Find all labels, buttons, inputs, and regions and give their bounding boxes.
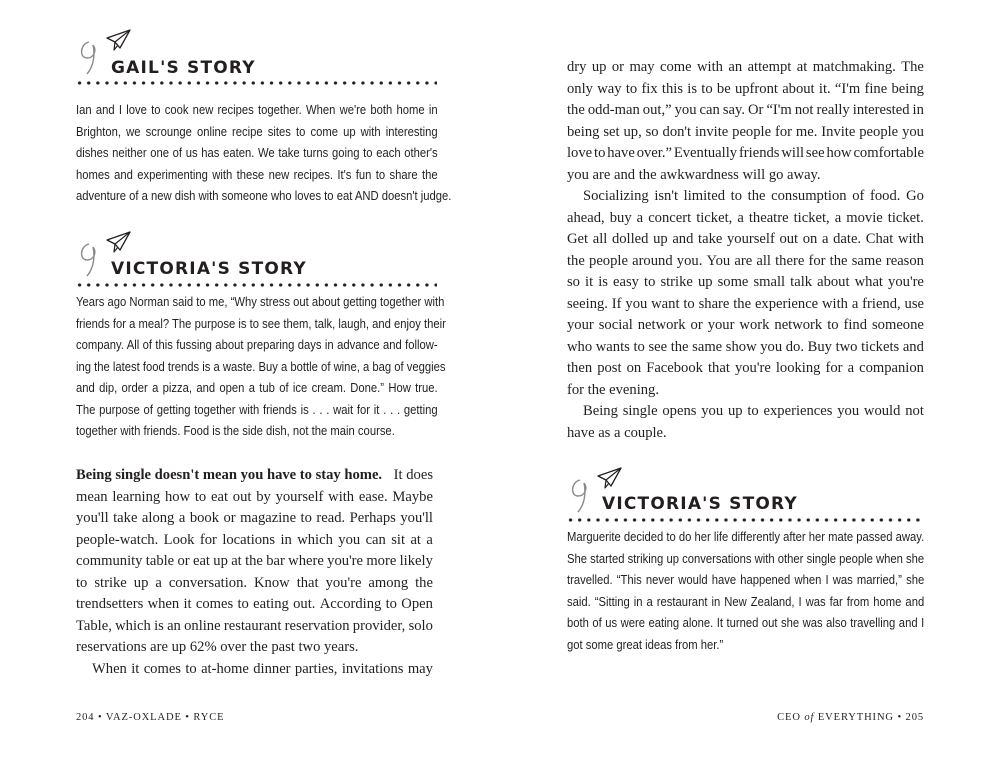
body-line: Get all dolled up and take yourself out on a date. Chat with [567, 231, 924, 247]
victorias-story-header [566, 466, 923, 526]
body-line: When it comes to at-home dinner parties, invitations may [92, 660, 433, 677]
gails-story-header [75, 28, 437, 88]
body-line: being set up, so don't invite people for me. Invite people you [567, 123, 924, 140]
body-line: dry up or may come with an attempt at matchmaking. The [567, 59, 924, 75]
victorias-story-text: Marguerite decided to do her life differently after her mate passed away. She started striking up conversations with other single people when she travelled. “This never would have happened when I was married,” she said. “Sitting in a restaurant in New Zealand, I was far from home and both of us were eating alone. It turned out she was also travelling and I got some great ideas from her.” [567, 530, 925, 652]
body-line: you'll take along a book or magazine to read. Perhaps you'll [76, 510, 433, 526]
body-line: love to have over.” Eventually friends will see how comfortable [567, 145, 924, 161]
body-line: the people around you. You are all there for the same reason [567, 252, 924, 269]
body-line: you are and the awkwardness will go away. [567, 166, 821, 183]
body-line: trendsetters when it comes to eating out. According to Open [76, 596, 433, 612]
dotted-rule [75, 81, 437, 85]
gails-story-text: Ian and I love to cook new recipes together. When we're both home in Brighton, we scrounge online recipe sites to come up with interesting dishes neither one of us has eaten. We take turns going to each other's homes and experimenting with these new recipes. It's fun to share the adventure of a new dish with someone who loves to eat AND doesn't judge. [76, 103, 452, 203]
dotted-rule [566, 518, 923, 522]
body-line: ahead, buy a concert ticket, a theatre ticket, a movie ticket. [567, 209, 924, 226]
story-heading: GAIL'S STORY [111, 58, 256, 78]
body-line: only way to fix this is to be upfront about it. “I'm fine being [567, 80, 924, 97]
page-footer-left: 204 • VAZ-OXLADE • RYCE [76, 712, 225, 723]
victorias-story-text: Years ago Norman said to me, “Why stress out about getting together with friends for a meal? The purpose is to see them, talk, laugh, and enjoy their company. All of this fussing about preparing days in advance and follow- ing the latest food trends is a waste. Buy a bottle of wine, a bag of veggies and dip, order a pizza, and open a tub of ice cream. Done.” How true. The purpose of getting together with friends is . . . wait for it . . . getting together with friends. Food is the side dish, not the main course. [76, 295, 446, 438]
right-page [500, 0, 1000, 773]
body-line: seeing. If you want to share the experience with a friend, use [567, 295, 924, 312]
body-line: people-watch. Look for locations in which you can sit at a [76, 531, 433, 548]
body-line: then post on Facebook that you're looking for a companion [567, 360, 924, 376]
story-heading: VICTORIA'S STORY [111, 259, 307, 279]
body-line: reservations are up 62% over the past two years. [76, 639, 359, 655]
story-heading: VICTORIA'S STORY [602, 494, 798, 514]
body-line: mean learning how to eat out by yourself with ease. Maybe [76, 488, 433, 505]
body-line: for the evening. [567, 381, 659, 398]
body-line: Socializing isn't limited to the consumption of food. Go [583, 188, 924, 204]
body-line: to strike up a conversation. Know that you're among the [76, 574, 433, 591]
body-line: so it is easy to strike up some small talk about what you're [567, 274, 924, 290]
body-line: have as a couple. [567, 424, 667, 441]
bold-lead: Being single doesn't mean you have to stay home. [76, 467, 383, 483]
body-line: your social network or your work network to find someone [567, 317, 924, 333]
body-line: who wants to see the same show you do. Buy two tickets and [567, 338, 924, 355]
body-line: Being single doesn't mean you have to stay home. It does [76, 465, 433, 487]
body-line: Table, which is an online restaurant reservation provider, solo [76, 617, 433, 634]
body-text [567, 57, 924, 444]
page-footer-right: CEO of EVERYTHING • 205 [777, 712, 924, 723]
body-text [76, 465, 433, 680]
body-line: community table or eat up at the bar where you're more likely [76, 553, 433, 569]
victorias-story-header [75, 230, 437, 290]
body-line: the odd-man out,” you can say. Or “I'm not really interested in [567, 102, 924, 118]
dotted-rule [75, 283, 437, 287]
body-line: Being single opens you up to experiences you would not [583, 403, 924, 419]
